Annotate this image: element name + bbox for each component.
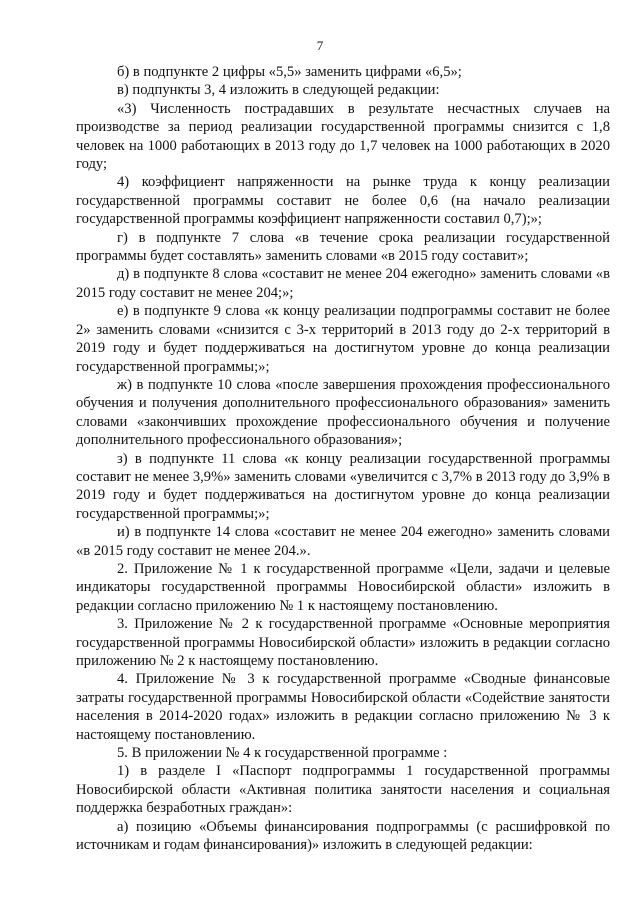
document-body [76,63,610,854]
paragraph-section-5-item-1: 1) в разделе I «Паспорт подпрограммы 1 государственной программы Новосибирской области «Активная политика занятости населения и социальная поддержка безработных граждан»: [76,763,610,817]
paragraph-section-4: 4. Приложение № 3 к государственной программе «Сводные финансовые затраты государственной программы Новосибирской области «Содействие занятости населения в 2014-2020 годах» изложить в редакции согласно приложению № 3 к настоящему постановлению. [76,671,610,743]
paragraph-section-2: 2. Приложение № 1 к государственной программе «Цели, задачи и целевые индикаторы государственной программы Новосибирской области» изложить в редакции согласно приложению № 1 к настоящему постановлению. [76,560,610,614]
paragraph-item-4: 4) коэффициент напряженности на рынке труда к концу реализации государственной программы составит не более 0,6 (на начало реализации государственной программы коэффициент напряженности составил 0,7);»; [76,174,610,228]
paragraph-amendment-g: г) в подпункте 7 слова «в течение срока реализации государственной программы будет составлять» заменить словами «в 2015 году составит»; [76,229,610,265]
paragraph-amendment-v: в) подпункты 3, 4 изложить в следующей редакции: [117,82,440,99]
paragraph-section-5-item-a: а) позицию «Объемы финансирования подпрограммы (с расшифровкой по источникам и годам финансирования)» изложить в следующей редакции: [76,818,610,854]
paragraph-amendment-e: е) в подпункте 9 слова «к концу реализации подпрограммы составит не более 2» заменить словами «снизится с 3-х территорий в 2013 году до 2-х территорий в 2019 году и будет поддерживаться на достигнутом уровне до конца реализации государственной программы;»; [76,303,610,375]
paragraph-amendment-zh: ж) в подпункте 10 слова «после завершения прохождения профессионального обучения и получения дополнительного профессионального образования» заменить словами «закончивших прохождение профессионального обучения и получение дополнительного профессионального образования»; [76,376,610,449]
paragraph-amendment-d: д) в подпункте 8 слова «составит не менее 204 ежегодно» заменить словами «в 2015 году составит не менее 204;»; [76,266,610,301]
paragraph-section-5: 5. В приложении № 4 к государственной программе : [117,745,448,762]
paragraph-section-3: 3. Приложение № 2 к государственной программе «Основные мероприятия государственной программы Новосибирской области» изложить в редакции согласно приложению № 2 к настоящему постановлению. [76,616,610,669]
paragraph-amendment-z: з) в подпункте 11 слова «к концу реализации государственной программы составит не менее 3,9%» заменить словами «увеличится с 3,7% в 2013 году до 3,9% в 2019 году и будет поддерживаться на достигнутом уровне до конца реализации государственной программы;»; [76,450,610,522]
paragraph-item-3: «3) Численность пострадавших в результате несчастных случаев на производстве за период реализации государственной программы снизится с 1,8 человек на 1000 работающих в 2013 году до 1,7 человек на 1000 работающих в 2020 году; [76,100,610,173]
page-number: 7 [316,38,324,53]
paragraph-amendment-b: б) в подпункте 2 цифры «5,5» заменить цифрами «6,5»; [117,64,462,80]
paragraph-amendment-i: и) в подпункте 14 слова «составит не менее 204 ежегодно» заменить словами «в 2015 году составит не менее 204.». [76,524,610,559]
